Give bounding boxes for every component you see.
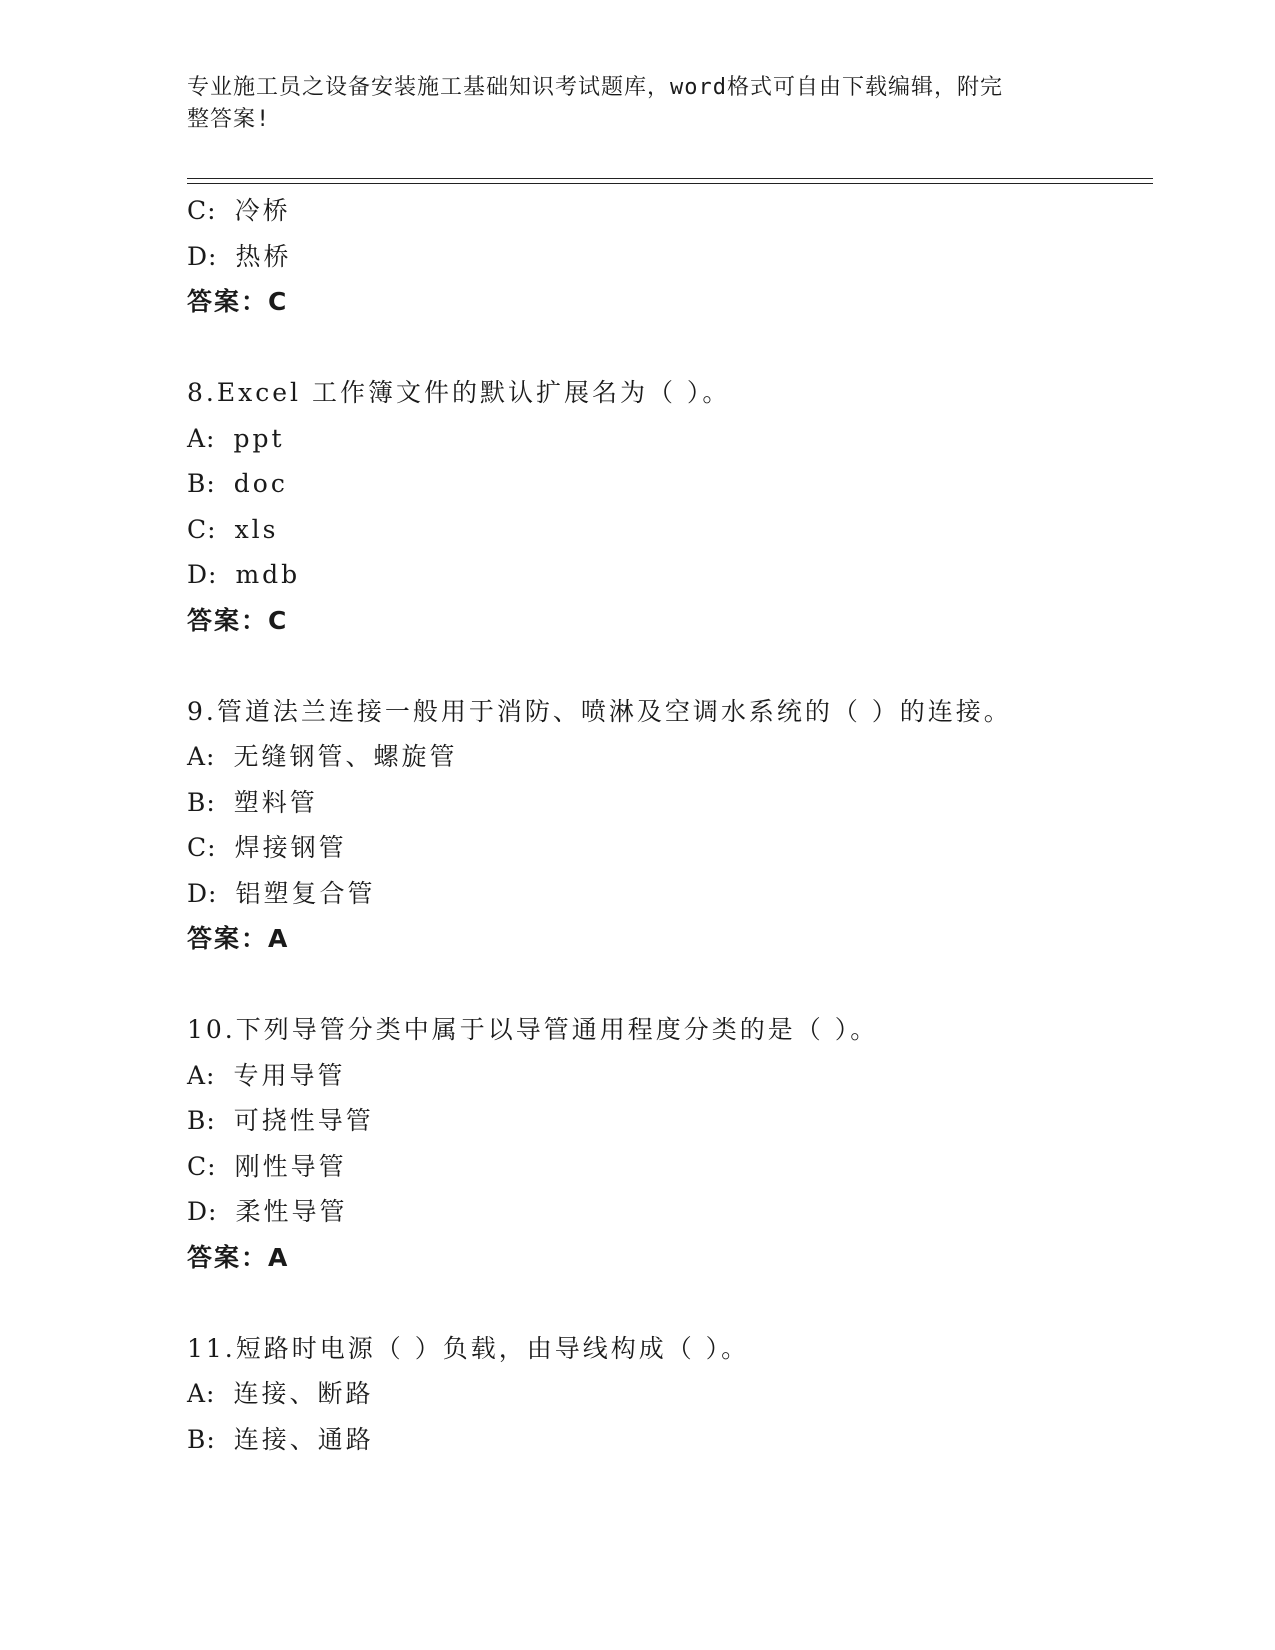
option-row: [187, 734, 1147, 780]
option-row: [187, 780, 1147, 826]
option-row: [187, 461, 1147, 507]
option-letter: B:: [187, 469, 216, 498]
option-letter: D:: [187, 241, 218, 271]
option-letter: B:: [187, 787, 216, 817]
option-letter: B:: [187, 1424, 216, 1454]
option-letter: D:: [187, 1197, 218, 1226]
option-row: [187, 234, 1147, 280]
option-text: 冷桥: [234, 196, 291, 225]
option-letter: B:: [187, 1106, 216, 1135]
option-text: xls: [234, 514, 279, 544]
answer-line: 答案：A: [187, 924, 290, 953]
option-letter: C:: [187, 196, 217, 225]
header-line-2: 整答案!: [187, 107, 271, 132]
option-row: [187, 825, 1147, 871]
option-text: 连接、断路: [233, 1379, 374, 1408]
option-text: 热桥: [235, 241, 292, 271]
option-letter: D:: [187, 878, 218, 908]
option-letter: A:: [187, 423, 216, 453]
option-text: 无缝钢管、螺旋管: [233, 742, 458, 771]
option-row: [187, 1144, 1147, 1190]
option-row: [187, 1189, 1147, 1235]
option-row: [187, 507, 1147, 553]
option-row: [187, 1417, 1147, 1463]
option-text: mdb: [235, 560, 301, 589]
option-row: [187, 1053, 1147, 1099]
option-row: [187, 552, 1147, 598]
answer-line: 答案：A: [187, 1242, 290, 1272]
option-text: 柔性导管: [235, 1197, 348, 1226]
option-row: [187, 416, 1147, 462]
question-stem: 11.短路时电源（ ）负载，由导线构成（ ）。: [187, 1333, 750, 1363]
option-text: doc: [233, 469, 288, 498]
header-rule-top: [187, 178, 1153, 179]
option-text: 专用导管: [233, 1060, 346, 1090]
option-row: [187, 1371, 1147, 1417]
header-line-1: 专业施工员之设备安装施工基础知识考试题库，word格式可自由下载编辑，附完: [187, 75, 1003, 100]
option-row: [187, 1098, 1147, 1144]
question-stem: 10.下列导管分类中属于以导管通用程度分类的是（ ）。: [187, 1015, 879, 1044]
header-rule-bottom: [187, 183, 1153, 184]
document-header: [187, 72, 1067, 136]
option-text: 连接、通路: [233, 1424, 374, 1454]
option-letter: C:: [187, 833, 217, 862]
option-text: 刚性导管: [234, 1151, 347, 1181]
option-text: 焊接钢管: [234, 833, 347, 862]
option-letter: A:: [187, 1060, 216, 1090]
answer-line: 答案：C: [187, 287, 289, 316]
option-text: 塑料管: [233, 787, 318, 817]
option-text: 可挠性导管: [233, 1106, 374, 1135]
option-row: [187, 188, 1147, 234]
option-text: ppt: [233, 423, 285, 453]
option-letter: A:: [187, 1379, 216, 1408]
question-stem: 8.Excel 工作簿文件的默认扩展名为（ ）。: [187, 378, 731, 407]
answer-line: 答案：C: [187, 605, 289, 635]
option-row: [187, 871, 1147, 917]
option-text: 铝塑复合管: [235, 878, 376, 908]
option-letter: D:: [187, 560, 218, 589]
question-list: [187, 188, 1147, 1462]
question-stem: 9.管道法兰连接一般用于消防、喷淋及空调水系统的（ ）的连接。: [187, 696, 1012, 726]
option-letter: A:: [187, 742, 216, 771]
option-letter: C:: [187, 1151, 217, 1181]
option-letter: C:: [187, 514, 217, 544]
